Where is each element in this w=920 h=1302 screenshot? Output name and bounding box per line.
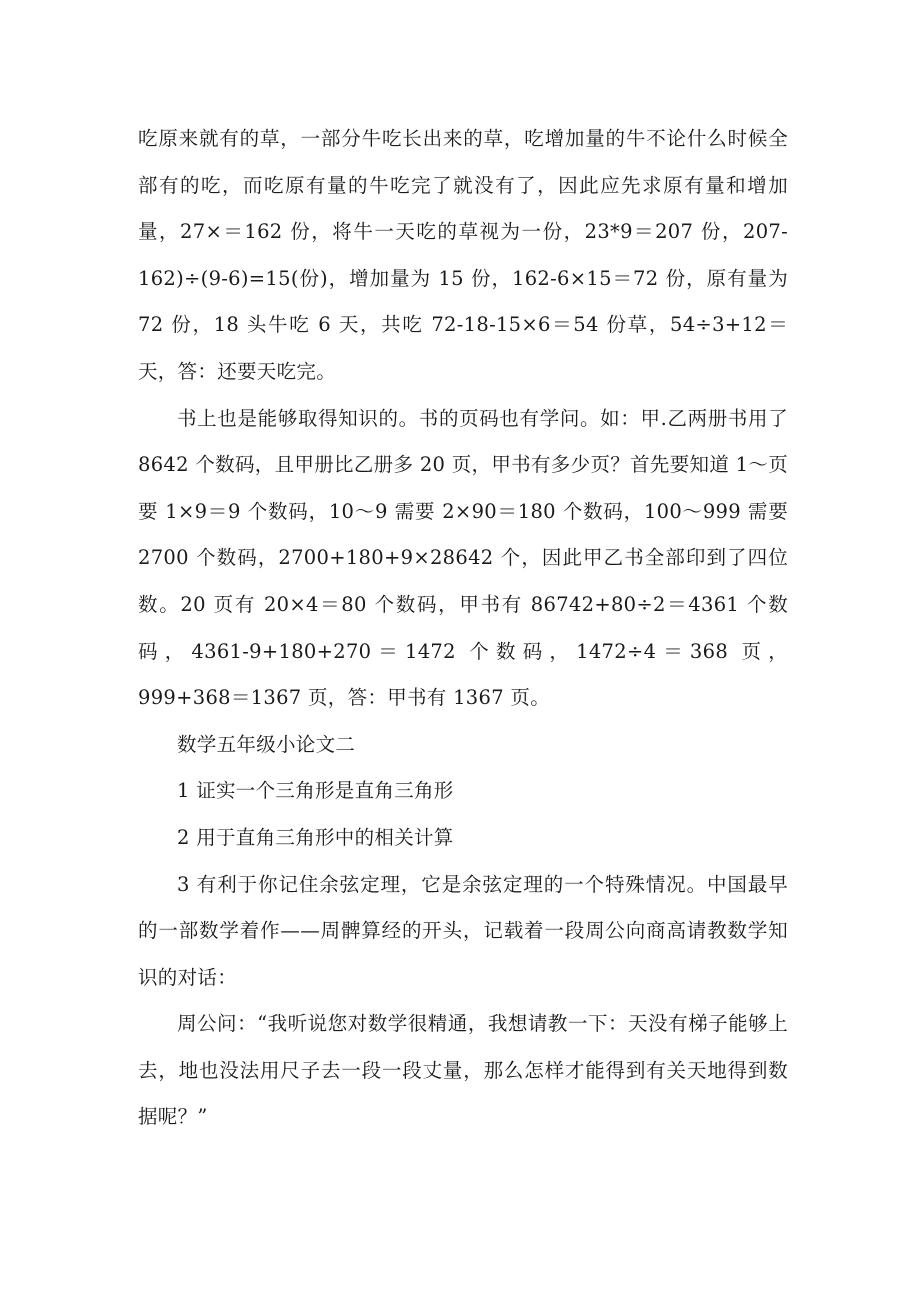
list-item-3: 3 有利于你记住余弦定理，它是余弦定理的一个特殊情况。中国最早的一部数学着作——周髀算经的开头，记载着一段周公向商高请教数学知识的对话：: [138, 872, 788, 989]
paragraph-page-number-problem: 书上也是能够取得知识的。书的页码也有学问。如：甲.乙两册书用了 8642 个数码，且甲册比乙册多 20 页，甲书有多少页？首先要知道 1～页要 1×9＝9 个数码，10～9 需要 2×90＝180 个数码，100～999 需要 2700 个数码，2700+180+9×28642 个，因此甲乙书全部印到了四位数。20 页有 20×4＝80 个数码，甲书有 86742+80÷2＝4361 个数码，4361-9+180+270＝1472 个数码，1472÷4＝368 页，999+368＝1367 页，答：甲书有 1367 页。: [138, 406, 788, 710]
paragraph-dialogue: 周公问：“我听说您对数学很精通，我想请教一下：天没有梯子能够上去，地也没法用尺子去一段一段丈量，那么怎样才能得到有关天地得到数据呢？”: [138, 1012, 788, 1129]
document-body: [138, 116, 788, 1141]
list-item-2: 2 用于直角三角形中的相关计算: [177, 825, 454, 849]
paragraph-cow-grass-solution: 吃原来就有的草，一部分牛吃长出来的草，吃增加量的牛不论什么时候全部有的吃，而吃原有量的牛吃完了就没有了，因此应先求原有量和增加量，27×＝162 份，将牛一天吃的草视为一份，23*9＝207 份，207-162)÷(9-6)=15(份)，增加量为 15 份，162-6×15＝72 份，原有量为 72 份，18 头牛吃 6 天，共吃 72-18-15×6＝54 份草，54÷3+12＝天，答：还要天吃完。: [138, 127, 788, 383]
list-item-1: 1 证实一个三角形是直角三角形: [177, 779, 454, 803]
section-heading: 数学五年级小论文二: [177, 732, 356, 756]
